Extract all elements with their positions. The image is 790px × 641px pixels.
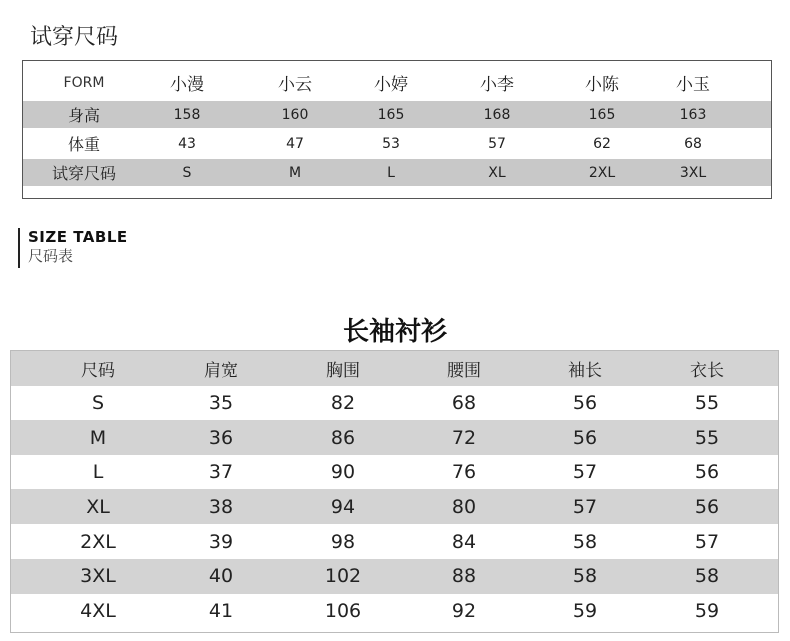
shirt-header-row xyxy=(11,351,778,386)
shirt-row xyxy=(11,420,778,455)
shirt-row xyxy=(11,524,778,559)
try-on-cell: 165 xyxy=(588,106,616,123)
shirt-cell: 59 xyxy=(694,599,720,622)
try-on-header-cell: 小云 xyxy=(278,75,312,95)
shirt-cell: 55 xyxy=(694,426,720,449)
shirt-cell: 4XL xyxy=(80,599,116,622)
shirt-cell: 36 xyxy=(208,426,234,449)
try-on-size-table xyxy=(22,60,772,199)
shirt-title: 长袖衬衫 xyxy=(342,317,447,347)
shirt-cell: L xyxy=(92,461,104,484)
shirt-cell: 57 xyxy=(694,530,720,553)
shirt-cell: 38 xyxy=(208,495,234,518)
try-on-row xyxy=(23,101,771,128)
shirt-cell: 94 xyxy=(330,495,356,518)
shirt-cell: 80 xyxy=(451,495,477,518)
shirt-row xyxy=(11,559,778,594)
try-on-cell: 62 xyxy=(593,135,611,152)
try-on-cell: 168 xyxy=(483,106,511,123)
shirt-cell: 56 xyxy=(694,461,720,484)
shirt-cell: 57 xyxy=(572,495,598,518)
shirt-size-table xyxy=(10,350,779,633)
try-on-cell: 53 xyxy=(382,135,400,152)
try-on-cell: 43 xyxy=(178,135,196,152)
shirt-header-cell: 衣长 xyxy=(690,361,724,381)
size-table-english: SIZE TABLE xyxy=(28,228,128,246)
try-on-header-cell: 小李 xyxy=(480,75,514,95)
shirt-cell: 98 xyxy=(330,530,356,553)
try-on-row xyxy=(23,159,771,186)
try-on-header-cell: 小玉 xyxy=(676,75,710,95)
shirt-header-cell: 尺码 xyxy=(81,361,115,381)
shirt-row xyxy=(11,386,778,421)
shirt-cell: 55 xyxy=(694,392,720,415)
try-on-header-row xyxy=(23,69,771,96)
shirt-cell: 90 xyxy=(330,461,356,484)
shirt-cell: 56 xyxy=(694,495,720,518)
try-on-row-label: 试穿尺码 xyxy=(51,164,116,183)
try-on-header-cell: 小陈 xyxy=(585,75,619,95)
shirt-cell: S xyxy=(91,392,105,415)
try-on-cell: 68 xyxy=(684,135,702,152)
try-on-cell: 158 xyxy=(173,106,201,123)
try-on-header-cell: 小婷 xyxy=(374,75,408,95)
shirt-row xyxy=(11,455,778,490)
try-on-cell: 57 xyxy=(488,135,506,152)
shirt-cell: 82 xyxy=(330,392,356,415)
shirt-cell: 37 xyxy=(208,461,234,484)
shirt-cell: 58 xyxy=(572,565,598,588)
shirt-cell: 3XL xyxy=(80,565,116,588)
shirt-cell: 76 xyxy=(451,461,477,484)
shirt-cell: 86 xyxy=(330,426,356,449)
shirt-cell: XL xyxy=(86,495,110,518)
shirt-header-cell: 胸围 xyxy=(326,361,360,381)
try-on-cell: 47 xyxy=(286,135,304,152)
try-on-row-label: 体重 xyxy=(67,135,100,154)
shirt-cell: 2XL xyxy=(80,530,116,553)
try-on-cell: 165 xyxy=(377,106,405,123)
shirt-cell: 56 xyxy=(572,426,598,449)
shirt-cell: 68 xyxy=(451,392,477,415)
try-on-cell: 160 xyxy=(281,106,309,123)
try-on-header-cell: FORM xyxy=(63,74,105,91)
shirt-cell: 39 xyxy=(208,530,234,553)
shirt-cell: 106 xyxy=(324,599,362,622)
shirt-cell: M xyxy=(89,426,107,449)
shirt-cell: 58 xyxy=(694,565,720,588)
try-on-cell: L xyxy=(387,164,395,181)
try-on-cell: XL xyxy=(488,164,506,181)
try-on-cell: S xyxy=(182,164,192,181)
shirt-cell: 88 xyxy=(451,565,477,588)
try-on-title: 试穿尺码 xyxy=(30,25,119,50)
shirt-cell: 57 xyxy=(572,461,598,484)
try-on-row xyxy=(23,130,771,157)
try-on-header-cell: 小漫 xyxy=(170,75,204,95)
shirt-cell: 72 xyxy=(451,426,477,449)
try-on-cell: 3XL xyxy=(679,164,707,181)
shirt-cell: 40 xyxy=(208,565,234,588)
shirt-header-cell: 袖长 xyxy=(568,361,602,381)
size-table-chinese: 尺码表 xyxy=(28,247,74,265)
shirt-row xyxy=(11,593,778,628)
shirt-cell: 35 xyxy=(208,392,234,415)
shirt-cell: 56 xyxy=(572,392,598,415)
shirt-cell: 58 xyxy=(572,530,598,553)
shirt-cell: 102 xyxy=(324,565,362,588)
shirt-row xyxy=(11,489,778,524)
try-on-cell: M xyxy=(288,164,302,181)
shirt-cell: 41 xyxy=(208,599,234,622)
size-table-label xyxy=(18,228,128,268)
shirt-header-cell: 腰围 xyxy=(447,361,481,381)
shirt-header-cell: 肩宽 xyxy=(204,361,238,381)
try-on-cell: 2XL xyxy=(588,164,616,181)
shirt-cell: 84 xyxy=(451,530,477,553)
try-on-cell: 163 xyxy=(679,106,707,123)
try-on-row-label: 身高 xyxy=(67,106,100,125)
shirt-cell: 92 xyxy=(451,599,477,622)
shirt-cell: 59 xyxy=(572,599,598,622)
